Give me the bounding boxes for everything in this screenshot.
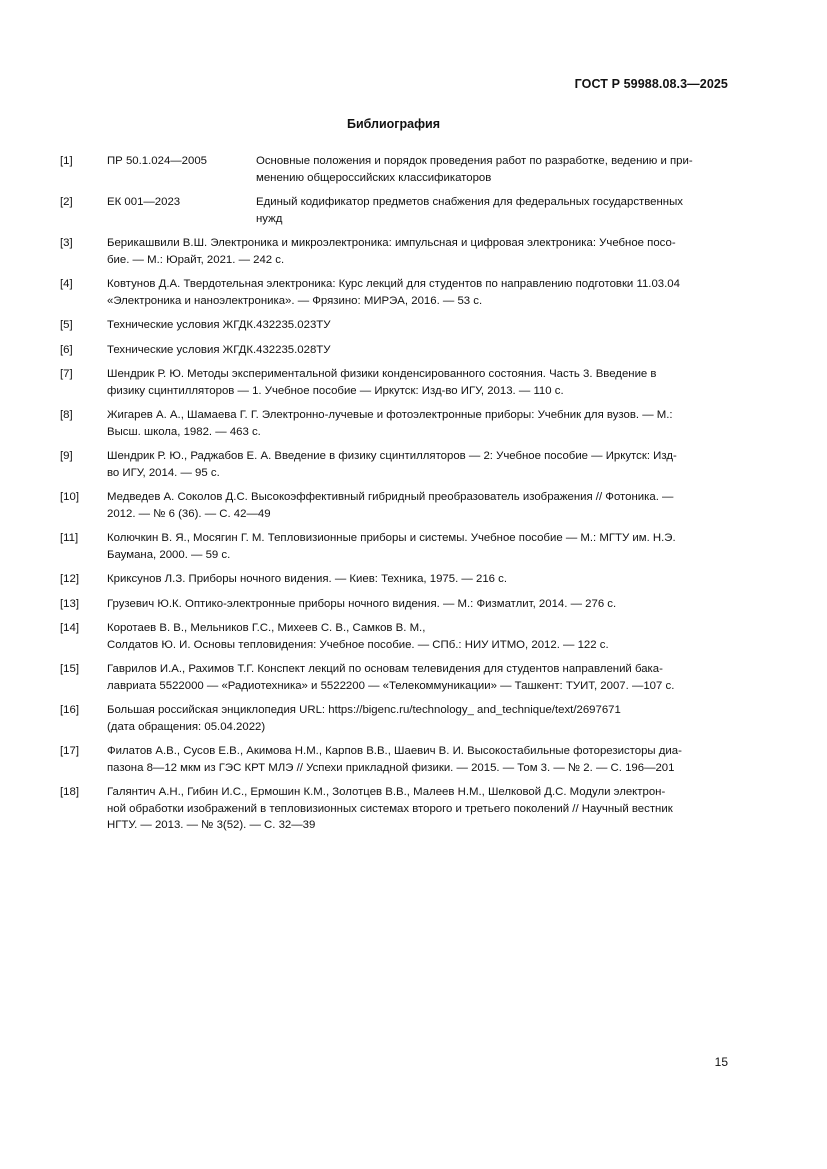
entry-number: [17] (60, 745, 79, 757)
entry-number: [14] (60, 622, 79, 634)
entry-number: [13] (60, 597, 79, 610)
entry-text: Технические условия ЖГДК.432235.028ТУ (107, 343, 331, 356)
entry-text: Колючкин В. Я., Мосягин Г. М. Тепловизионные приборы и системы. Учебное пособие — М.: МГТУ им. Н.Э. Баумана, 2000. — 59 с. (107, 532, 676, 561)
entry-number: [16] (60, 704, 79, 716)
bibliography-entry (60, 342, 728, 359)
bibliography-entry (60, 620, 728, 653)
bibliography-entry (60, 194, 728, 227)
entry-number: [18] (60, 786, 79, 798)
entry-text: Ковтунов Д.А. Твердотельная электроника: Курс лекций для студентов по направлению подготовки 11.03.04 «Электроника и наноэлектроника». — Фрязино: МИРЭА, 2016. — 53 с. (107, 278, 680, 307)
entry-text: Медведев А. Соколов Д.С. Высокоэффективный гибридный преобразователь изображения // Фотоника. — 2012. — № 6 (36). — С. 42—49 (107, 491, 674, 520)
entry-text: Основные положения и порядок проведения работ по разработке, ведению и при- менению общероссийских классификаторов (256, 155, 693, 184)
bibliography-entry (60, 366, 728, 399)
bibliography-entry (60, 784, 728, 834)
entry-number: [7] (60, 368, 73, 380)
bibliography-entry (60, 407, 728, 440)
entry-text: Грузевич Ю.К. Оптико-электронные приборы ночного видения. — М.: Физматлит, 2014. — 276 с. (107, 597, 617, 610)
entry-number: [6] (60, 343, 73, 356)
bibliography-entry (60, 530, 728, 563)
bibliography-entry (60, 661, 728, 694)
entry-text: Шендрик Р. Ю. Методы экспериментальной физики конденсированного состояния. Часть 3. Введение в физику сцинтилляторов — 1. Учебное пособие — Иркутск: Изд-во ИГУ, 2013. — 110 с. (107, 368, 657, 397)
entry-text: Галянтич А.Н., Гибин И.С., Ермошин К.М., Золотцев В.В., Малеев Н.М., Шелковой Д.С. Модули электрон- ной обработки изображений в тепловизионных системах второго и третьего поколений // Научный вестник НГТУ. — 2013. — № 3(52). — С. 32—39 (107, 786, 673, 831)
bibliography-entry (60, 743, 728, 776)
entry-text: Гаврилов И.А., Рахимов Т.Г. Конспект лекций по основам телевидения для студентов направлений бака- лавриата 5522000 — «Радиотехника» и 5522200 — «Телекоммуникации» — Ташкент: ТУИТ, 2007. —107 с. (107, 663, 675, 692)
entry-text: Жигарев А. А., Шамаева Г. Г. Электронно-лучевые и фотоэлектронные приборы: Учебник для вузов. — М.: Высш. школа, 1982. — 463 с. (107, 409, 673, 438)
entry-number: [12] (60, 573, 79, 585)
entry-code: ПР 50.1.024—2005 (107, 155, 208, 167)
entry-text: Единый кодификатор предметов снабжения для федеральных государственных нужд (256, 196, 683, 225)
entry-number: [1] (60, 155, 73, 167)
bibliography-entry (60, 317, 728, 334)
entry-number: [10] (60, 491, 79, 503)
document-header: ГОСТ Р 59988.08.3—2025 (574, 77, 728, 91)
entry-text: Филатов А.В., Сусов Е.В., Акимова Н.М., Карпов В.В., Шаевич В. И. Высокостабильные фоторезисторы диа- пазона 8—12 мкм из ГЭС КРТ МЛЭ // Успехи прикладной физики. — 2015. — Том 3. — № 2. — С. 196—201 (107, 745, 682, 774)
bibliography-entry (60, 596, 728, 613)
page-number: 15 (714, 1055, 728, 1069)
bibliography-list (60, 153, 728, 842)
entry-text: Большая российская энциклопедия URL: https://bigenc.ru/technology_ and_technique/text/2697671 (дата обращения: 05.04.2022) (107, 704, 621, 733)
entry-text: Коротаев В. В., Мельников Г.С., Михеев С. В., Самков В. М., Солдатов Ю. И. Основы тепловидения: Учебное пособие. — СПб.: НИУ ИТМО, 2012. — 122 с. (107, 622, 609, 651)
entry-text: Технические условия ЖГДК.432235.023ТУ (107, 319, 331, 331)
entry-number: [9] (60, 450, 73, 462)
bibliography-entry (60, 571, 728, 588)
section-title: Библиография (346, 117, 441, 131)
bibliography-entry (60, 702, 728, 735)
bibliography-entry (60, 489, 728, 522)
entry-number: [8] (60, 409, 73, 421)
entry-number: [3] (60, 237, 73, 249)
bibliography-entry (60, 276, 728, 309)
bibliography-entry (60, 235, 728, 268)
entry-number: [5] (60, 319, 73, 331)
entry-number: [11] (60, 532, 79, 544)
bibliography-entry (60, 448, 728, 481)
entry-text: Шендрик Р. Ю., Раджабов Е. А. Введение в физику сцинтилляторов — 2: Учебное пособие — Иркутск: Изд- во ИГУ, 2014. — 95 с. (107, 450, 677, 479)
entry-number: [4] (60, 278, 73, 290)
entry-number: [15] (60, 663, 79, 675)
entry-code: ЕК 001—2023 (107, 196, 181, 208)
entry-number: [2] (60, 196, 73, 208)
entry-text: Берикашвили В.Ш. Электроника и микроэлектроника: импульсная и цифровая электроника: Учебное посо- бие. — М.: Юрайт, 2021. — 242 с. (107, 237, 676, 266)
entry-text: Криксунов Л.З. Приборы ночного видения. — Киев: Техника, 1975. — 216 с. (107, 573, 508, 585)
bibliography-entry (60, 153, 728, 186)
